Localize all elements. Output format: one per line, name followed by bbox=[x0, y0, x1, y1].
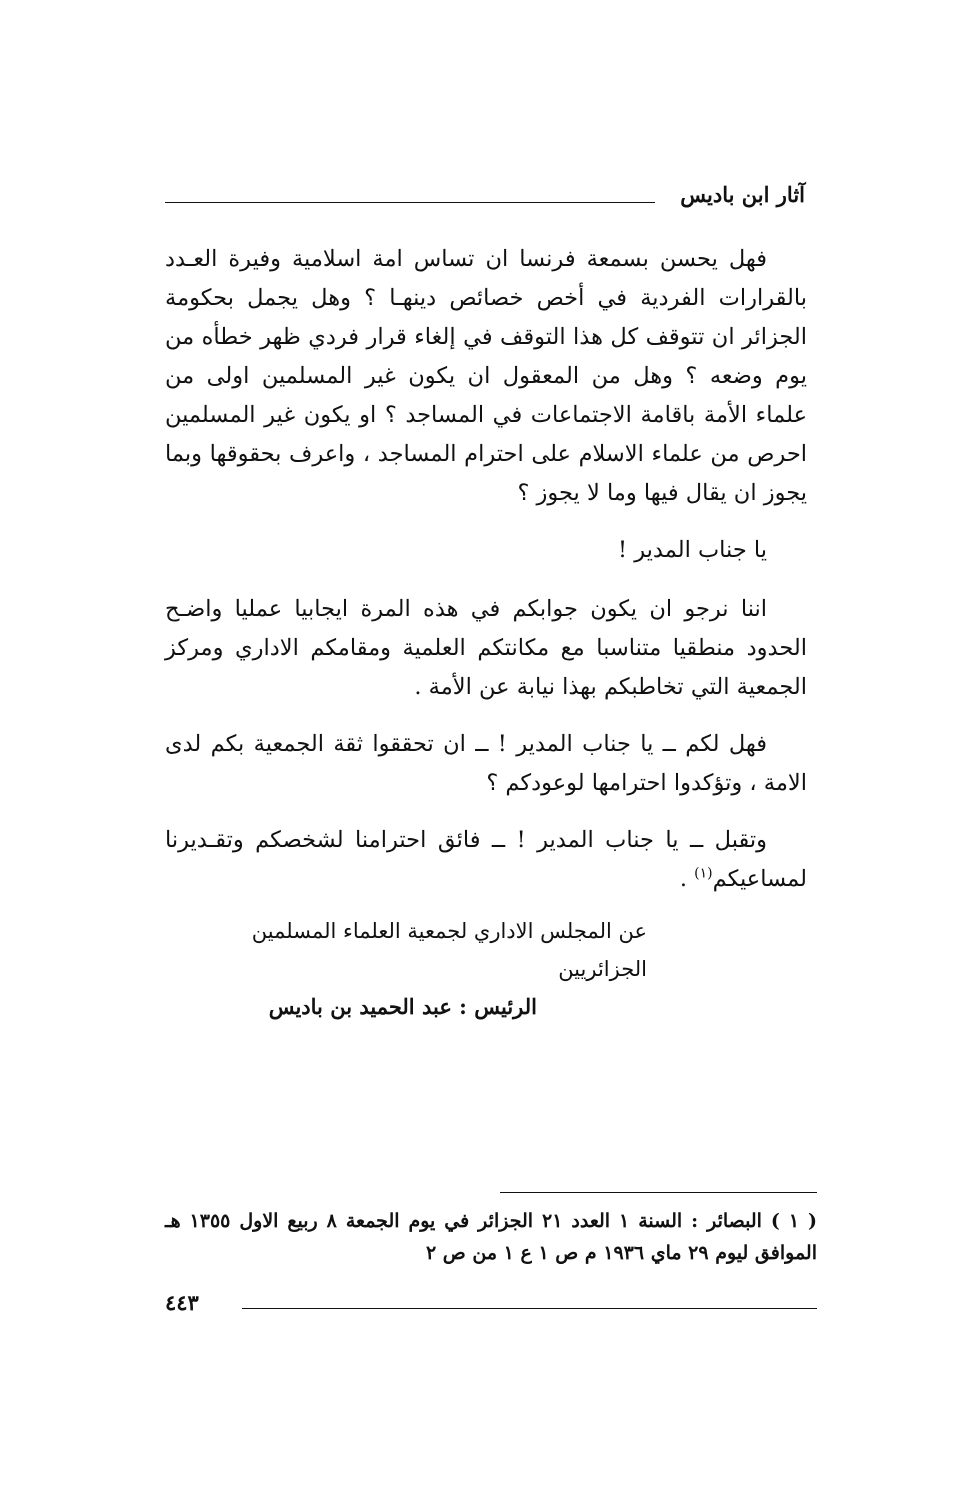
running-title: آثار ابن باديس bbox=[680, 182, 805, 207]
footnote-rule bbox=[500, 1192, 817, 1193]
footnote: ( ١ ) البصائر : السنة ١ العدد ٢١ الجزائر في يوم الجمعة ٨ ربيع الاول ١٣٥٥ هـ الموافق ليوم ٢٩ ماي ١٩٣٦ م ص ١ ع ١ من ص ٢ bbox=[165, 1210, 817, 1264]
page-number: ٤٤٣ bbox=[165, 1290, 199, 1315]
paragraph-text: وتقبل ــ يا جناب المدير ! ــ فائق احترامنا لشخصكم وتقـديرنا لمساعيكم bbox=[165, 827, 807, 892]
running-header bbox=[165, 182, 805, 222]
page-footer bbox=[165, 1290, 817, 1326]
body-text bbox=[165, 240, 807, 917]
paragraph: فهل يحسن بسمعة فرنسا ان تساس امة اسلامية وفيرة العـدد بالقرارات الفردية في أخص خصائص دينهـا ؟ وهل يجمل بحكومة الجزائر ان تتوقف كل هذا التوقف في إلغاء قرار فردي ظهر خطأه من يوم وضعه ؟ وهل من المعقول ان يكون غير المسلمين اولى من علماء الأمة باقامة الاجتماعات في المساجد ؟ او يكون غير المسلمين احرص من علماء الاسلام على احترام المساجد ، واعرف بحقوقها وبما يجوز ان يقال فيها وما لا يجوز ؟ bbox=[165, 246, 807, 506]
paragraph: فهل لكم ــ يا جناب المدير ! ــ ان تحققوا ثقة الجمعية بكم لدى الامة ، وتؤكدوا احترامها لوعودكم ؟ bbox=[165, 731, 807, 796]
closing-mark: . bbox=[679, 866, 695, 892]
paragraph: اننا نرجو ان يكون جوابكم في هذه المرة ايجابيا عمليا واضـح الحدود منطقيا متناسبا مع مكانتكم العلمية ومقامكم الاداري ومركز الجمعية التي تخاطبكم بهذا نيابة عن الأمة . bbox=[165, 596, 807, 700]
signature-block bbox=[165, 912, 807, 1026]
footer-rule bbox=[242, 1308, 817, 1309]
footnote-reference[interactable]: (١) bbox=[694, 865, 713, 882]
signature-organization: عن المجلس الاداري لجمعية العلماء المسلمين الجزائريين bbox=[251, 919, 647, 981]
header-rule bbox=[165, 202, 655, 203]
paragraph-last bbox=[165, 821, 807, 899]
paragraph: يا جناب المدير ! bbox=[618, 537, 767, 563]
signature-president: الرئيس : عبد الحميد بن باديس bbox=[268, 994, 537, 1019]
